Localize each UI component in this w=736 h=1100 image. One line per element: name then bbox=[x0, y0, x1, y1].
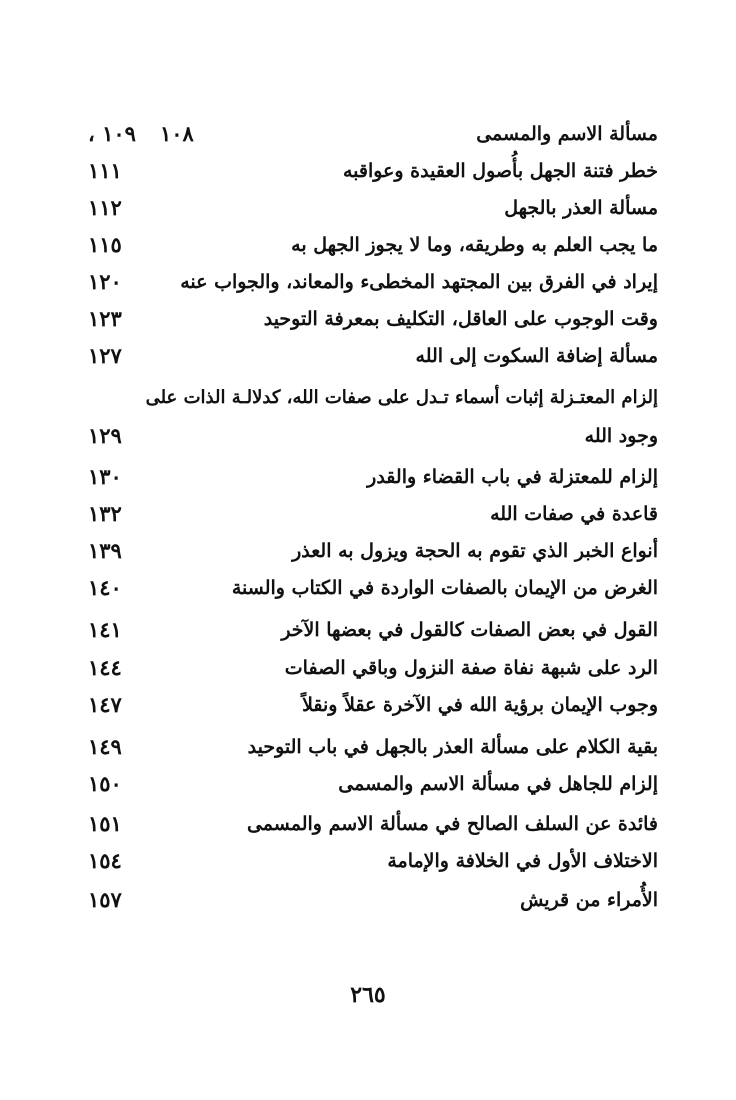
toc-row bbox=[80, 843, 658, 879]
toc-title: وجود الله bbox=[584, 425, 658, 447]
toc-row bbox=[80, 190, 658, 226]
toc-page-number: ١٤٠ bbox=[88, 575, 122, 600]
toc-title: إيراد في الفرق بين المجتهد المخطىء والمعاند، والجواب عنه bbox=[180, 271, 658, 293]
toc-title: الغرض من الإيمان بالصفات الواردة في الكتاب والسنة bbox=[231, 577, 658, 599]
toc-page-number: ١٥٤ bbox=[88, 848, 122, 873]
toc-title: مسألة الاسم والمسمى bbox=[476, 123, 658, 145]
toc-page-number: ١٥١ bbox=[88, 811, 122, 836]
toc-title: الأُمراء من قريش bbox=[520, 889, 658, 911]
toc-row bbox=[80, 806, 658, 842]
toc-title: وقت الوجوب على العاقل، التكليف بمعرفة التوحيد bbox=[263, 308, 658, 330]
toc-title: ما يجب العلم به وطريقه، وما لا يجوز الجهل به bbox=[291, 234, 658, 256]
toc-row bbox=[80, 612, 658, 648]
toc-title: وجوب الإيمان برؤية الله في الآخرة عقلاً ونقلاً bbox=[302, 694, 658, 716]
toc-title: قاعدة في صفات الله bbox=[490, 503, 658, 525]
toc-row bbox=[80, 650, 658, 686]
toc-row bbox=[80, 227, 658, 263]
toc-title: مسألة إضافة السكوت إلى الله bbox=[415, 345, 658, 367]
toc-row bbox=[80, 301, 658, 337]
toc-row bbox=[80, 116, 658, 152]
toc-page-number: ١٣٠ bbox=[88, 464, 122, 489]
toc-page-number: ١٢٩ bbox=[88, 423, 122, 448]
toc-row bbox=[80, 338, 658, 374]
toc-row bbox=[80, 729, 658, 765]
toc-page-number: ١١١ bbox=[88, 158, 122, 183]
toc-title: إلزام للمعتزلة في باب القضاء والقدر bbox=[367, 466, 658, 488]
toc-page-number-secondary: ١٠٨ bbox=[160, 121, 194, 146]
toc-page-number: ١٥٧ bbox=[88, 887, 122, 912]
toc-page-number: ١٣٢ bbox=[88, 501, 122, 526]
toc-title: فائدة عن السلف الصالح في مسألة الاسم والمسمى bbox=[246, 813, 658, 835]
toc-row bbox=[80, 418, 658, 454]
toc-row bbox=[80, 882, 658, 918]
toc-page-number: ١٤٤ bbox=[88, 655, 122, 680]
toc-row bbox=[80, 570, 658, 606]
toc-title: خطر فتنة الجهل بأُصول العقيدة وعواقبه bbox=[342, 160, 658, 182]
toc-title: الرد على شبهة نفاة صفة النزول وباقي الصفات bbox=[284, 657, 658, 679]
toc-row bbox=[80, 153, 658, 189]
toc-page-number: ١٤٩ bbox=[88, 734, 122, 759]
toc-row bbox=[80, 459, 658, 495]
toc-row bbox=[80, 264, 658, 300]
toc-page-number: ١١٥ bbox=[88, 232, 122, 257]
toc-row bbox=[80, 766, 658, 802]
toc-title: مسألة العذر بالجهل bbox=[504, 197, 658, 219]
toc-title: القول في بعض الصفات كالقول في بعضها الآخر bbox=[281, 619, 658, 641]
page-number: ٢٦٥ bbox=[350, 982, 386, 1008]
toc-title: إلزام للجاهل في مسألة الاسم والمسمى bbox=[338, 773, 658, 795]
toc-title: الاختلاف الأول في الخلافة والإمامة bbox=[387, 850, 658, 872]
toc-row bbox=[80, 533, 658, 569]
toc-page-number: ١٠٩ ، bbox=[88, 121, 136, 146]
toc-title: بقية الكلام على مسألة العذر بالجهل في باب التوحيد bbox=[247, 736, 658, 758]
toc-row bbox=[60, 380, 658, 416]
toc-title: أنواع الخبر الذي تقوم به الحجة ويزول به العذر bbox=[292, 540, 658, 562]
toc-row bbox=[80, 687, 658, 723]
toc-page-number: ١٢٠ bbox=[88, 269, 122, 294]
toc-page-number: ١٥٠ bbox=[88, 771, 122, 796]
toc-page-number: ١٢٣ bbox=[88, 306, 122, 331]
toc-page-number: ١٤٧ bbox=[88, 692, 122, 717]
toc-page-number: ١٤١ bbox=[88, 617, 122, 642]
toc-page-number: ١١٢ bbox=[88, 195, 122, 220]
toc-row bbox=[80, 496, 658, 532]
toc-page-number: ١٣٩ bbox=[88, 538, 122, 563]
toc-title: إلزام المعتـزلة إثبات أسماء تـدل على صفات الله، كدلالـة الذات على bbox=[145, 387, 658, 408]
toc-page-number: ١٢٧ bbox=[88, 343, 122, 368]
